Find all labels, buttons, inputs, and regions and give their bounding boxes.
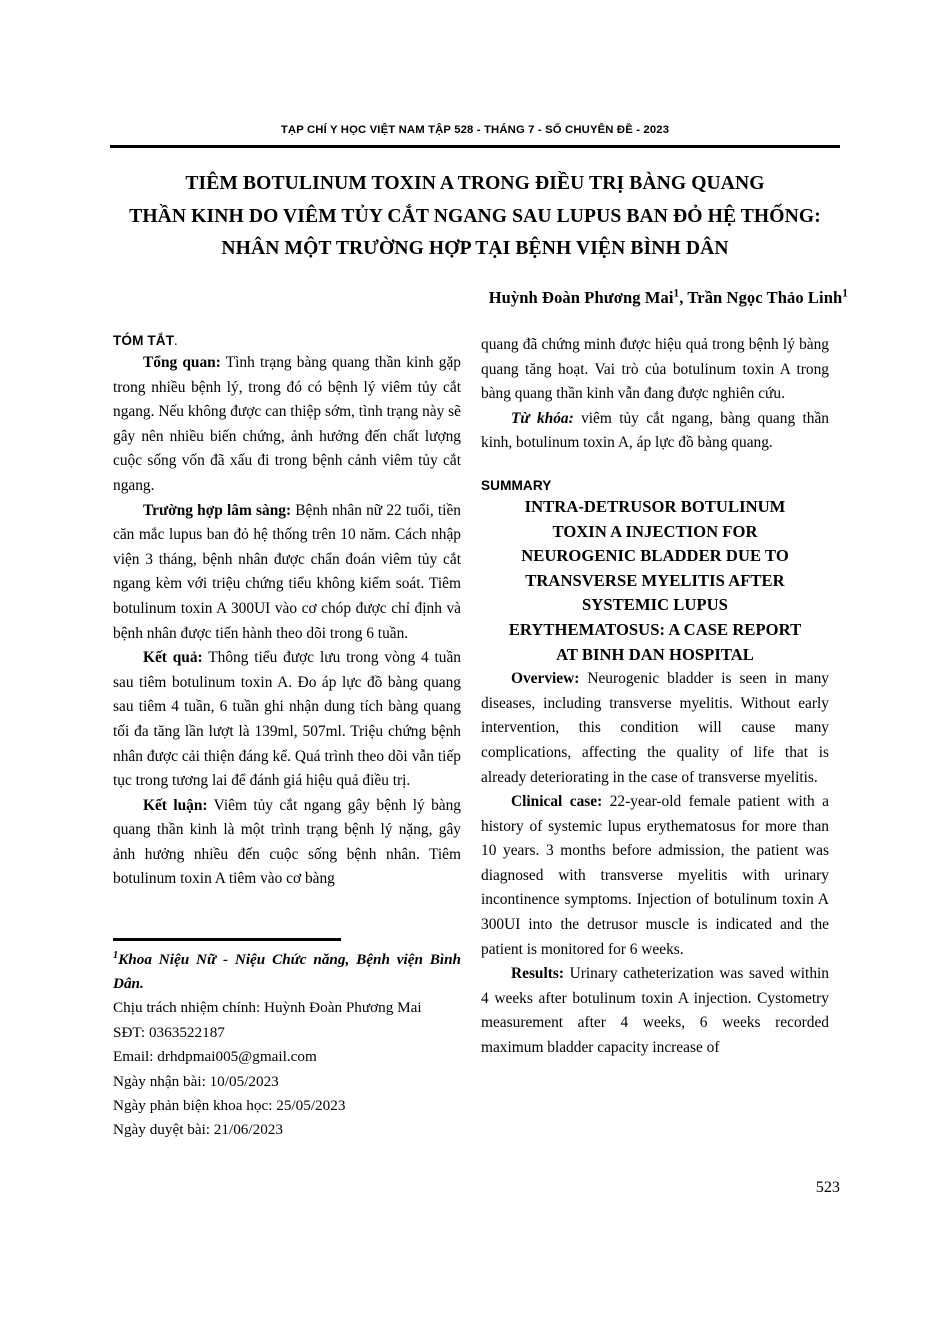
paragraph-conclusion-vi bbox=[113, 794, 461, 892]
abstract-heading-vi bbox=[113, 333, 461, 349]
author-list bbox=[86, 288, 848, 308]
label-clinical-case-vi: Trường hợp lâm sàng: bbox=[143, 501, 292, 519]
english-title-line-1: INTRA-DETRUSOR BOTULINUM bbox=[524, 496, 786, 516]
paragraph-overview-vi bbox=[113, 351, 461, 499]
author-separator: , bbox=[679, 288, 688, 307]
footnote-affiliation bbox=[113, 948, 461, 997]
label-overview-en: Overview: bbox=[511, 670, 580, 688]
running-head-text: TẠP CHÍ Y HỌC VIỆT NAM TẬP 528 - THÁNG 7 - SỐ CHUYÊN ĐỀ - 2023 bbox=[280, 124, 670, 136]
title-line-2: THẦN KINH DO VIÊM TỦY CẮT NGANG SAU LUPUS BAN ĐỎ HỆ THỐNG: bbox=[129, 205, 821, 227]
author-name-2: Trần Ngọc Thảo Linh bbox=[687, 288, 843, 307]
label-results-en: Results: bbox=[511, 965, 565, 983]
footnote-block bbox=[113, 938, 461, 1143]
label-results-vi: Kết quả: bbox=[143, 649, 203, 667]
footnote-reviewed-date: Ngày phản biện khoa học: 25/05/2023 bbox=[113, 1097, 346, 1115]
text-results-en: Urinary catheterization was saved within 4 weeks after botulinum toxin A injection. Cystometry measurement after 4 weeks, 6 weeks recorded maximum bladder capacity increase of bbox=[481, 965, 829, 1057]
text-clinical-case-en: 22-year-old female patient with a history of systemic lupus erythematosus for more than 10 years. 3 months before admission, the patient was diagnosed with transverse myelitis with urinary incontinence symptoms. Injection of botulinum toxin A 300UI into the detrusor muscle is indicated and the patient is monitored for 6 weeks. bbox=[481, 793, 829, 958]
text-clinical-case-vi: Bệnh nhân nữ 22 tuổi, tiền căn mắc lupus ban đỏ hệ thống trên 10 năm. Cách nhập viện 3 tháng, bệnh nhân được chẩn đoán viêm tủy cắt ngang kèm với triệu chứng tiểu không kiểm soát. Tiêm botulinum toxin A 300UI vào cơ chóp được chỉ định và bệnh nhân được tiến hành theo dõi trong 6 tuần. bbox=[113, 501, 461, 642]
abstract-heading-vi-text: TÓM TẮT bbox=[113, 333, 175, 348]
running-head-container bbox=[110, 124, 840, 136]
english-title-line-4: TRANSVERSE MYELITIS AFTER bbox=[525, 570, 785, 590]
english-title-line-5: SYSTEMIC LUPUS bbox=[582, 595, 728, 615]
page-title bbox=[86, 168, 864, 266]
header-rule-divider bbox=[110, 145, 840, 148]
paragraph-conclusion-vi-continued: quang đã chứng minh được hiệu quả trong bệnh lý bàng quang tăng hoạt. Vai trò của botulinum toxin A trong bàng quang thần kinh vẫn đang được nghiên cứu. bbox=[481, 336, 829, 403]
summary-heading-en: SUMMARY bbox=[481, 477, 552, 493]
paragraph-clinical-case-en bbox=[481, 790, 829, 962]
title-line-3: NHÂN MỘT TRƯỜNG HỢP TẠI BỆNH VIỆN BÌNH DÂN bbox=[221, 238, 729, 259]
label-conclusion-vi: Kết luận: bbox=[143, 796, 208, 814]
right-column bbox=[481, 333, 829, 1061]
title-line-1: TIÊM BOTULINUM TOXIN A TRONG ĐIỀU TRỊ BÀNG QUANG bbox=[185, 173, 765, 194]
paragraph-overview-en bbox=[481, 667, 829, 790]
page-number: 523 bbox=[815, 1178, 840, 1196]
english-title-line-6: ERYTHEMATOSUS: A CASE REPORT bbox=[508, 619, 802, 639]
paragraph-results-vi bbox=[113, 646, 461, 794]
label-clinical-case-en: Clinical case: bbox=[511, 793, 603, 811]
footnote-affiliation-text: Khoa Niệu Nữ - Niệu Chức năng, Bệnh viện Bình Dân. bbox=[113, 950, 461, 992]
footnote-rule-divider bbox=[113, 938, 341, 941]
author-affiliation-marker-2: 1 bbox=[842, 287, 848, 300]
footnote-email: Email: drhdpmai005@gmail.com bbox=[113, 1048, 317, 1066]
english-title-line-3: NEUROGENIC BLADDER DUE TO bbox=[521, 546, 789, 566]
paragraph-clinical-case-vi bbox=[113, 499, 461, 647]
text-conclusion-vi: Viêm tủy cắt ngang gây bệnh lý bàng quang thần kinh là một trình trạng bệnh lý nặng, gây ảnh hưởng nhiều đến cuộc sống bệnh nhân. Tiêm botulinum toxin A tiêm vào cơ bàng bbox=[113, 796, 461, 888]
label-overview-vi: Tổng quan: bbox=[143, 354, 221, 371]
left-column bbox=[113, 333, 461, 892]
paragraph-keywords-vi bbox=[481, 407, 829, 456]
author-name-1: Huỳnh Đoàn Phương Mai bbox=[488, 288, 674, 307]
paragraph-results-en bbox=[481, 962, 829, 1060]
english-title-line-7: AT BINH DAN HOSPITAL bbox=[556, 644, 754, 664]
footnote-responsible-author: Chịu trách nhiệm chính: Huỳnh Đoàn Phương Mai bbox=[113, 999, 422, 1017]
label-keywords-vi: Từ khóa: bbox=[511, 409, 574, 427]
english-title-line-2: TOXIN A INJECTION FOR bbox=[552, 521, 758, 541]
footnote-accepted-date: Ngày duyệt bài: 21/06/2023 bbox=[113, 1121, 283, 1139]
text-results-vi: Thông tiểu được lưu trong vòng 4 tuần sau tiêm botulinum toxin A. Đo áp lực đồ bàng quang sau tiêm 4 tuần, 6 tuần ghi nhận dung tích bàng quang tối đa tăng lần lượt là 139ml, 507ml. Triệu chứng bệnh nhân được cải thiện đáng kể. Quá trình theo dõi vẫn tiếp tục trong tương lai để đánh giá hiệu quả điều trị. bbox=[113, 649, 461, 790]
text-keywords-vi: viêm tủy cắt ngang, bàng quang thần kinh, botulinum toxin A, áp lực đồ bàng quang. bbox=[481, 409, 829, 452]
abstract-heading-vi-trail: . bbox=[174, 333, 178, 348]
footnote-marker: 1 bbox=[113, 949, 119, 961]
footnote-received-date: Ngày nhận bài: 10/05/2023 bbox=[113, 1072, 279, 1090]
footnote-phone: SĐT: 0363522187 bbox=[113, 1023, 225, 1041]
text-overview-en: Neurogenic bladder is seen in many diseases, including transverse myelitis. Without early intervention, this condition will cause many complications, affecting the quality of life that is already deteriorating in the case of transverse myelitis. bbox=[481, 670, 829, 786]
text-overview-vi: Tình trạng bàng quang thần kinh gặp trong nhiều bệnh lý, trong đó có bệnh lý viêm tủy cắt ngang. Nếu không được can thiệp sớm, tình trạng này sẽ gây nên nhiều biến chứng, ảnh hưởng đến chất lượng cuộc sống vốn đã xấu đi trong bệnh cảnh viêm tủy cắt ngang. bbox=[113, 354, 461, 494]
author-affiliation-marker-1: 1 bbox=[673, 287, 680, 300]
english-title bbox=[481, 495, 829, 667]
